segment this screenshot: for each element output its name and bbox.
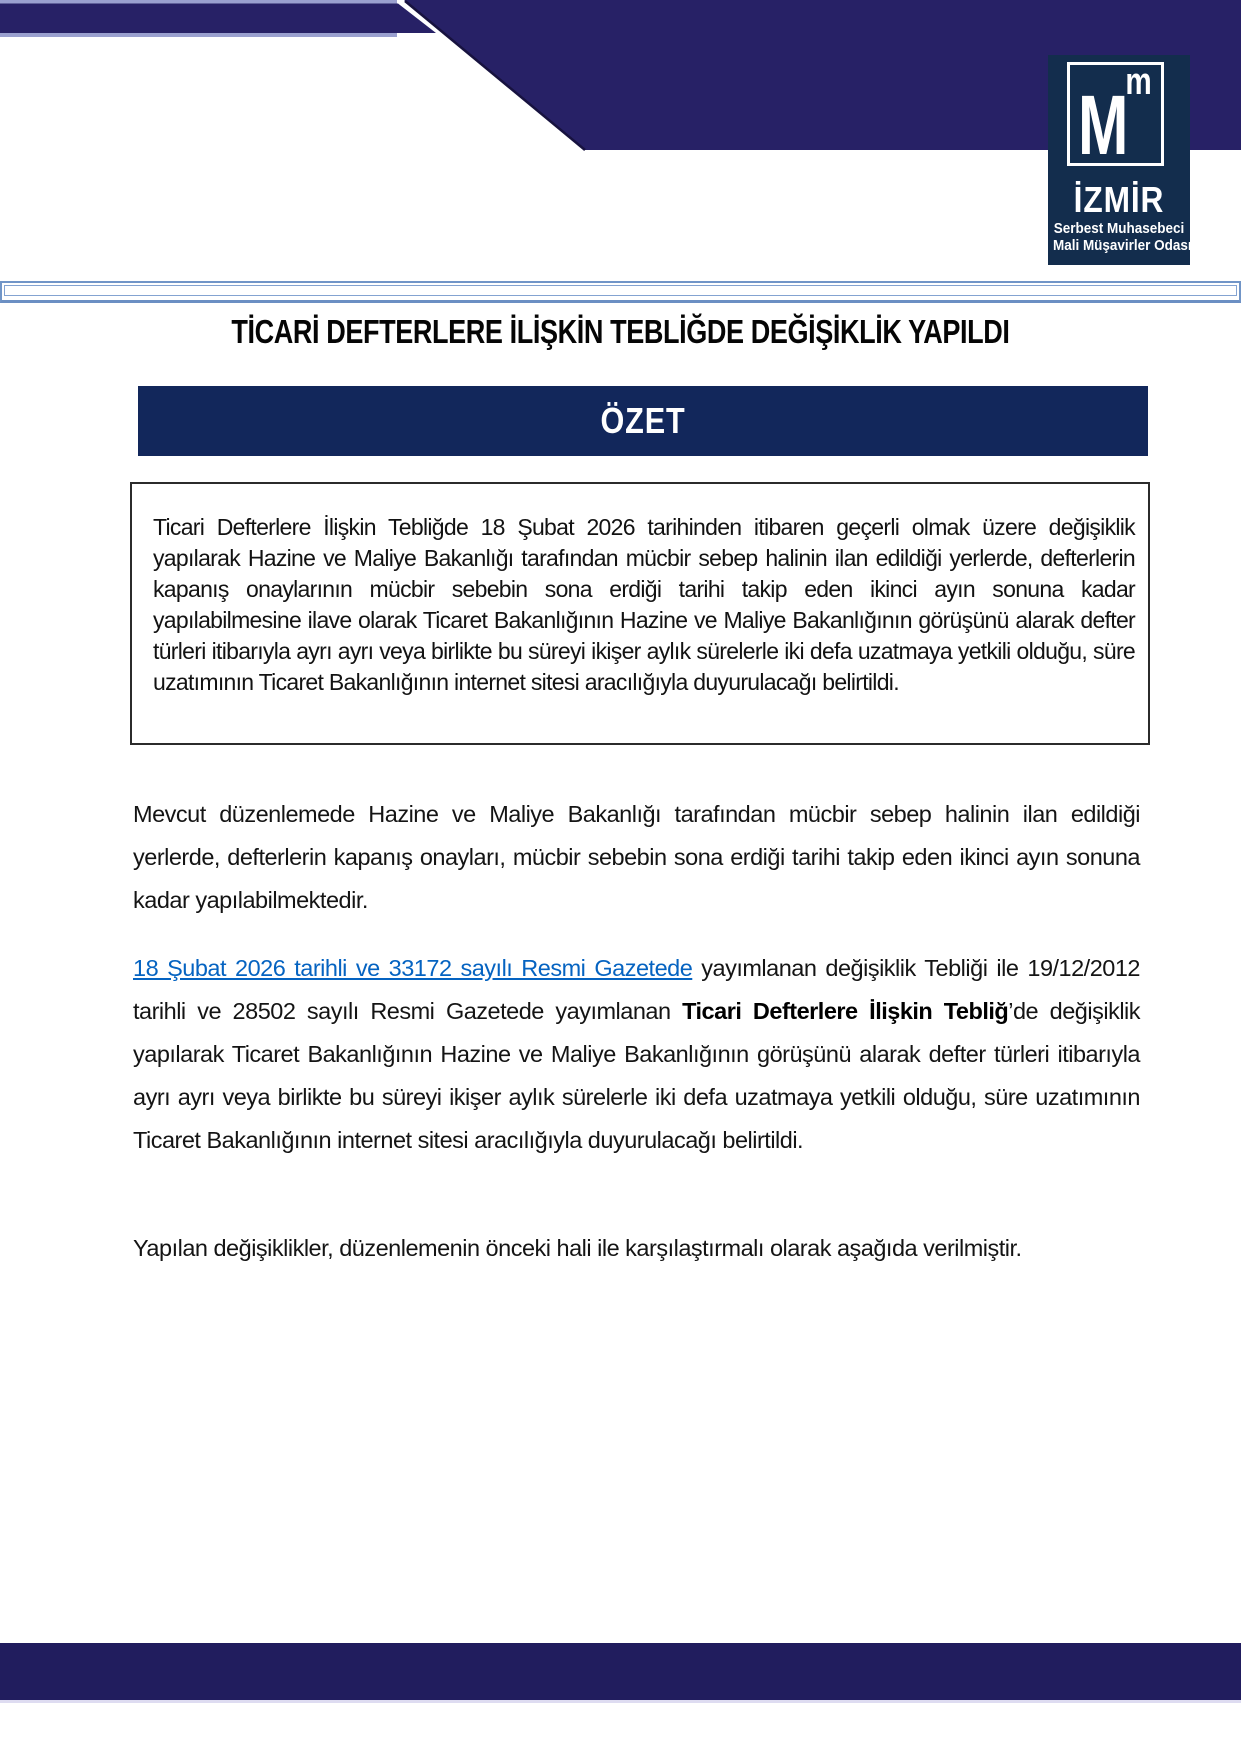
page-title-text: TİCARİ DEFTERLERE İLİŞKİN TEBLİĞDE DEĞİŞİKLİK YAPILDI xyxy=(231,313,1010,350)
teblig-bold-reference: Ticari Defterlere İlişkin Tebliğ xyxy=(682,998,1009,1024)
divider-inner-line xyxy=(4,285,1237,296)
paragraph-current-regulation: Mevcut düzenlemede Hazine ve Maliye Bakanlığı tarafından mücbir sebep halinin ilan edildiği yerlerde, defterlerin kapanış onayları, mücbir sebebin sona erdiği tarihi takip eden ikinci ayın sonuna kadar yapılabilmektedir. xyxy=(133,801,1140,913)
paragraph-comparison-note: Yapılan değişiklikler, düzenlemenin önceki hali ile karşılaştırmalı olarak aşağıda verilmiştir. xyxy=(133,1235,1022,1261)
logo-monogram-frame xyxy=(1067,61,1164,172)
summary-heading-banner xyxy=(138,386,1148,456)
paragraph-amendment-text: yayımlanan değişiklik Tebliği ile 19/12/2012 tarihli ve 28502 sayılı Resmi Gazetede yayımlanan xyxy=(133,955,1140,1024)
header-top-strip xyxy=(0,0,397,4)
header-band-left xyxy=(0,4,436,34)
footer-band xyxy=(0,1643,1241,1700)
paragraph-amendment xyxy=(133,947,1140,1162)
summary-box xyxy=(130,482,1150,745)
summary-heading-label: ÖZET xyxy=(600,400,686,441)
resmi-gazete-link[interactable]: 18 Şubat 2026 tarihli ve 33172 sayılı Resmi Gazetede xyxy=(133,955,693,981)
footer-bottom-strip xyxy=(0,1700,1241,1703)
page-title xyxy=(0,313,1241,351)
logo-monogram-small-m-icon: m xyxy=(1125,61,1152,103)
paragraph-amendment-rest: ’de değişiklik yapılarak Ticaret Bakanlığının Hazine ve Maliye Bakanlığının görüşünü alarak defter türleri itibarıyla ayrı ayrı veya birlikte bu süreyi ikişer aylık sürelerle iki defa uzatmaya yetkili olduğu, süre uzatımının Ticaret Bakanlığının internet sitesi aracılığıyla duyurulacağı belirtildi. xyxy=(133,998,1141,1153)
logo-monogram-m-icon: M xyxy=(1078,78,1129,172)
izmir-smmm-logo xyxy=(1048,55,1190,265)
header-band-underline xyxy=(0,33,397,37)
summary-text: Ticari Defterlere İlişkin Tebliğde 18 Şubat 2026 tarihinden itibaren geçerli olmak üzere değişiklik yapılarak Hazine ve Maliye Bakanlığı tarafından mücbir sebep halinin ilan edildiği yerlerde, defterlerin kapanış onaylarının mücbir sebebin sona erdiği tarihi takip eden ikinci ayın sonuna kadar yapılabilmesine ilave olarak Ticaret Bakanlığının Hazine ve Maliye Bakanlığının görüşünü alarak defter türleri itibarıyla ayrı ayrı veya birlikte bu süreyi ikişer aylık sürelerle iki defa uzatmaya yetkili olduğu, süre uzatımının Ticaret Bakanlığının internet sitesi aracılığıyla duyurulacağı belirtildi. xyxy=(153,514,1135,695)
logo-city-name: İZMİR xyxy=(1073,179,1165,220)
logo-org-line2: Mali Müşavirler Odası xyxy=(1052,238,1192,254)
logo-org-line1: Serbest Muhasebeci xyxy=(1053,221,1185,237)
decorative-divider-bar xyxy=(0,281,1241,303)
